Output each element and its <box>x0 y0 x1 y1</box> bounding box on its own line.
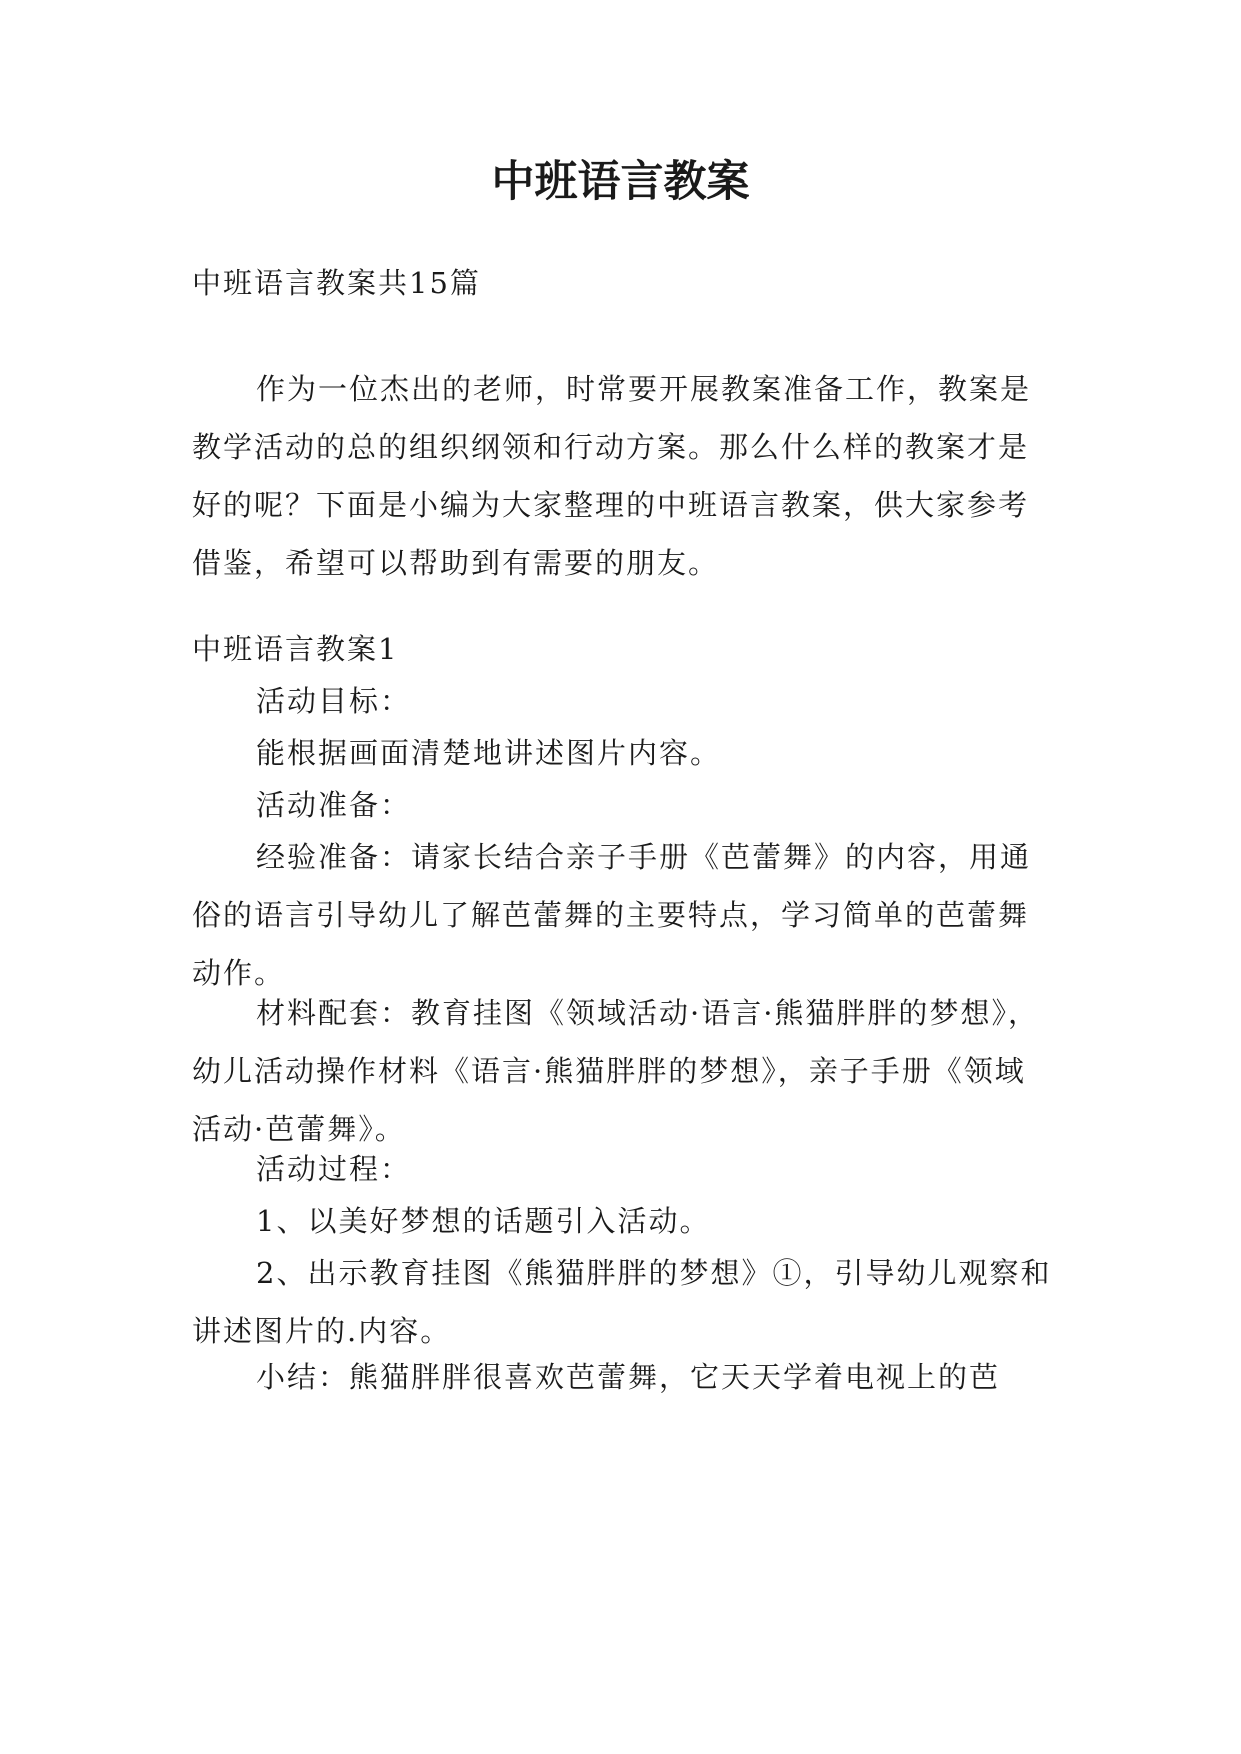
paragraph-experience-prep: 经验准备：请家长结合亲子手册《芭蕾舞》的内容，用通俗的语言引导幼儿了解芭蕾舞的主要特点，学习简单的芭蕾舞动作。 <box>192 840 1032 990</box>
paragraph-materials: 材料配套：教育挂图《领域活动·语言·熊猫胖胖的梦想》，幼儿活动操作材料《语言·熊猫胖胖的梦想》，亲子手册《领域活动·芭蕾舞》。 <box>192 996 1039 1146</box>
paragraph-activity-goal-label: 活动目标： <box>256 684 412 718</box>
paragraph-activity-process-label: 活动过程： <box>256 1152 412 1186</box>
page-title: 中班语言教案 <box>491 157 750 207</box>
intro-paragraph: 作为一位杰出的老师，时常要开展教案准备工作，教案是教学活动的总的组织纲领和行动方案。那么什么样的教案才是好的呢？下面是小编为大家整理的中班语言教案，供大家参考借鉴，希望可以帮助到有需要的朋友。 <box>192 372 1032 580</box>
section-heading: 中班语言教案1 <box>192 632 399 666</box>
paragraph-activity-goal: 能根据画面清楚地讲述图片内容。 <box>256 736 722 770</box>
paragraph-summary: 小结：熊猫胖胖很喜欢芭蕾舞，它天天学着电视上的芭 <box>256 1360 1001 1394</box>
paragraph-step-2: 2、出示教育挂图《熊猫胖胖的梦想》①，引导幼儿观察和讲述图片的.内容。 <box>192 1256 1052 1348</box>
paragraph-activity-prep-label: 活动准备： <box>256 788 412 822</box>
paragraph-step-1: 1、以美好梦想的话题引入活动。 <box>256 1204 711 1238</box>
document-subtitle: 中班语言教案共15篇 <box>192 266 481 300</box>
